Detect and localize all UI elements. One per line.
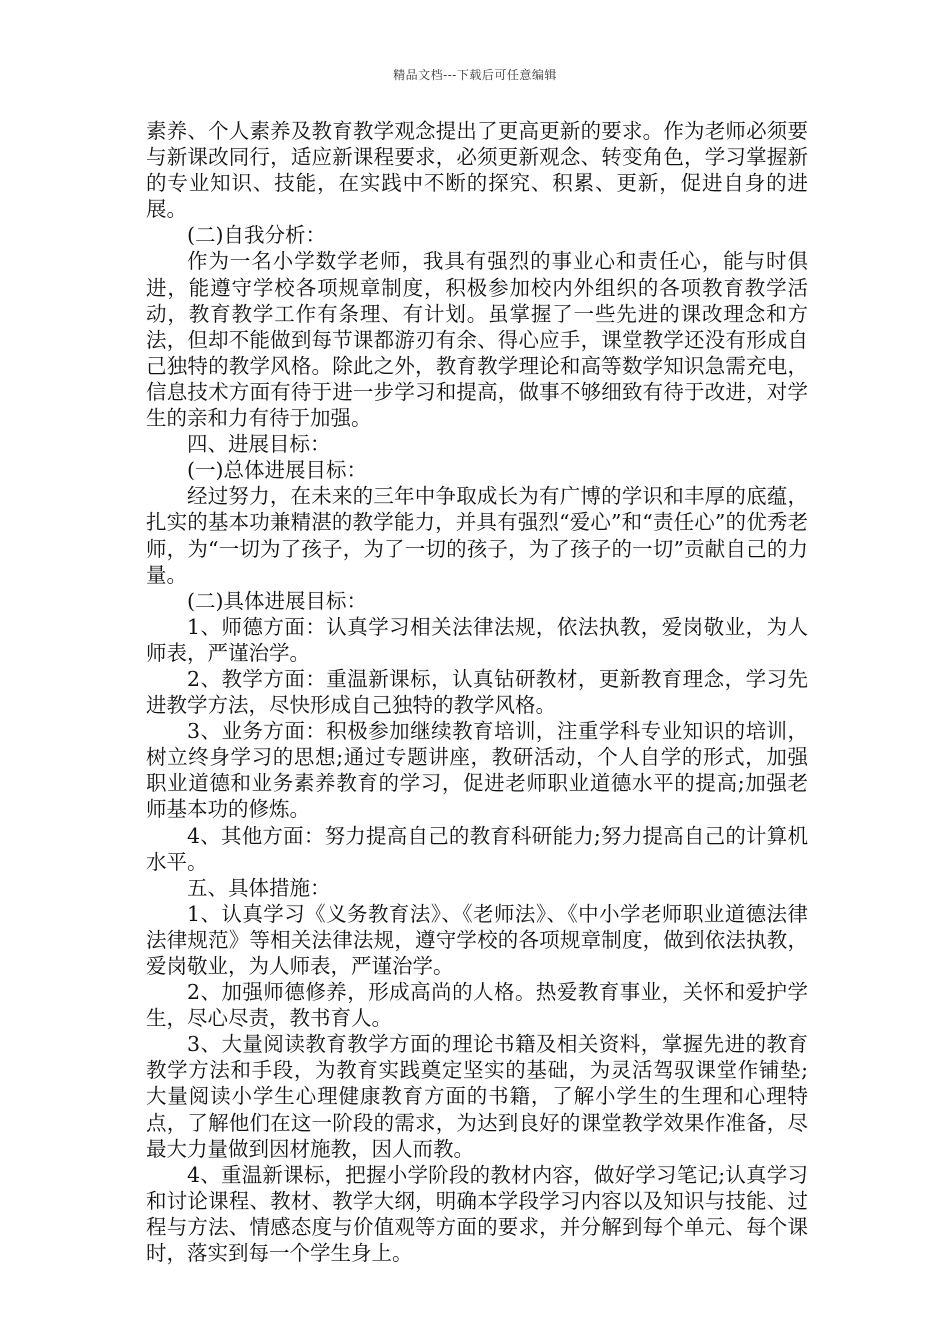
paragraph-intro-continued: 素养、个人素养及教育教学观念提出了更高更新的要求。作为老师必须要与新课改同行，适应新课程要求，必须更新观念、转变角色，学习掌握新的专业知识、技能，在实践中不断的探究、积累、更新，促进自身的进展。 (146, 119, 808, 222)
paragraph-goal-ethics: 1、师德方面：认真学习相关法律法规，依法执教，爱岗敬业，为人师表，严谨治学。 (146, 614, 808, 665)
paragraph-goal-professional: 3、业务方面：积极参加继续教育培训，注重学科专业知识的培训，树立终身学习的思想;通过专题讲座，教研活动，个人自学的形式，加强职业道德和业务素养教育的学习，促进老师职业道德水平的提高;加强老师基本功的修炼。 (146, 719, 808, 822)
heading-specific-goals: (二)具体进展目标： (187, 588, 367, 613)
paragraph-self-analysis: 作为一名小学数学老师，我具有强烈的事业心和责任心，能与时俱进，能遵守学校各项规章制度，积极参加校内外组织的各项教育教学活动，教育教学工作有条理、有计划。虽掌握了一些先进的课改理念和方法，但却不能做到每节课都游刃有余、得心应手，课堂教学还没有形成自己独特的教学风格。除此之外，教育教学理论和高等数学知识急需充电，信息技术方面有待于进一步学习和提高，做事不够细致有待于改进，对学生的亲和力有待于加强。 (146, 249, 808, 431)
heading-overall-goals: (一)总体进展目标： (187, 458, 367, 483)
paragraph-overall-goals: 经过努力，在未来的三年中争取成长为有广博的学识和丰厚的底蕴，扎实的基本功兼精湛的教学能力，并具有强烈“爱心”和“责任心”的优秀老师，为“一切为了孩子，为了一切的孩子，为了孩子的一切”贡献自己的力量。 (146, 484, 808, 587)
paragraph-measure-2: 2、加强师德修养，形成高尚的人格。热爱教育事业，关怀和爱护学生，尽心尽责，教书育人。 (146, 980, 808, 1031)
page-header: 精品文档---下载后可任意编辑 (393, 68, 557, 82)
paragraph-measure-1: 1、认真学习《义务教育法》、《老师法》、《中小学老师职业道德法律法律规范》等相关法律法规，遵守学校的各项规章制度，做到依法执教，爱岗敬业，为人师表，严谨治学。 (146, 901, 808, 978)
paragraph-goal-teaching: 2、教学方面：重温新课标，认真钻研教材，更新教育理念，学习先进教学方法，尽快形成自己独特的教学风格。 (146, 666, 808, 718)
paragraph-measure-4: 4、重温新课标，把握小学阶段的教材内容，做好学习笔记;认真学习和讨论课程、教材、教学大纲，明确本学段学习内容以及知识与技能、过程与方法、情感态度与价值观等方面的要求，并分解到每个单元、每个课时，落实到每一个学生身上。 (146, 1162, 808, 1266)
document-body (146, 118, 808, 1266)
paragraph-goal-other: 4、其他方面：努力提高自己的教育科研能力;努力提高自己的计算机水平。 (146, 823, 808, 874)
heading-development-goals: 四、进展目标： (187, 432, 331, 457)
heading-self-analysis: (二)自我分析： (187, 223, 326, 248)
paragraph-measure-3: 3、大量阅读教育教学方面的理论书籍及相关资料，掌握先进的教育教学方法和手段，为教育实践奠定坚实的基础，为灵活驾驭课堂作铺垫;大量阅读小学生心理健康教育方面的书籍，了解小学生的生理和心理特点，了解他们在这一阶段的需求，为达到良好的课堂教学效果作准备，尽最大力量做到因材施教，因人而教。 (146, 1032, 808, 1161)
heading-specific-measures: 五、具体措施： (187, 875, 331, 900)
